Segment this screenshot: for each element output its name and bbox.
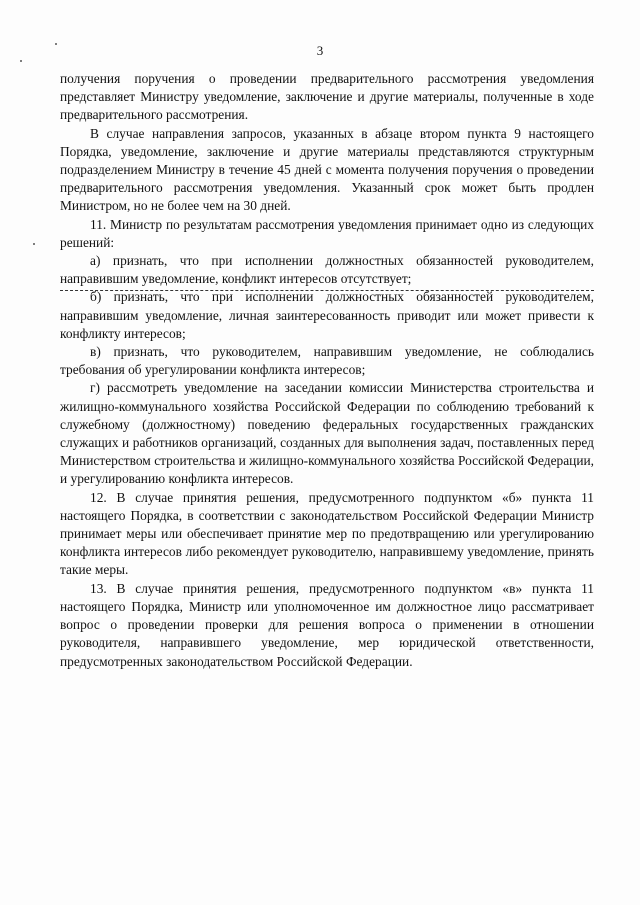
paragraph-item-11v: в) признать, что руководителем, направившим уведомление, не соблюдались требования об урегулировании конфликта интересов; xyxy=(60,344,594,378)
paragraph-item-11a: а) признать, что при исполнении должностных обязанностей руководителем, направившим уведомление, конфликт интересов отсутствует; xyxy=(60,253,594,287)
paragraph-requests: В случае направления запросов, указанных в абзаце втором пункта 9 настоящего Порядка, уведомление, заключение и другие материалы представляются структурным подразделением Министру в течение 45 дней с момента получения поручения о проведении предварительного рассмотрения уведомления. Указанный срок может быть продлен Министром, но не более чем на 30 дней. xyxy=(60,125,594,214)
page-number: 3 xyxy=(316,43,324,58)
paragraph-item-12: 12. В случае принятия решения, предусмотренного подпунктом «б» пункта 11 настоящего Порядка, в соответствии с законодательством Российской Федерации Министр принимает меры или обеспечивает принятие мер по предотвращению или урегулированию конфликта интересов либо рекомендует руководителю, направившему уведомление, принять такие меры. xyxy=(60,489,594,578)
paragraph-continuation: получения поручения о проведении предварительного рассмотрения уведомления представляет Министру уведомление, заключение и другие материалы, полученные в ходе предварительного рассмотрения. xyxy=(60,71,594,123)
scan-speck xyxy=(20,60,22,62)
document-body xyxy=(60,70,594,671)
scan-speck xyxy=(33,243,35,245)
paragraph-item-11b: б) признать, что при исполнении должностных обязанностей руководителем, направившим уведомление, личная заинтересованность приводит или может привести к конфликту интересов; xyxy=(60,289,594,341)
paragraph-item-11: 11. Министр по результатам рассмотрения уведомления принимает одно из следующих решений: xyxy=(60,216,594,250)
paragraph-item-11g: г) рассмотреть уведомление на заседании комиссии Министерства строительства и жилищно-коммунального хозяйства Российской Федерации по соблюдению требований к служебному (должностному) поведению федеральных государственных гражданских служащих и работников организаций, созданных для выполнения задач, поставленных перед Министерством строительства и жилищно-коммунального хозяйства Российской Федерации, и урегулированию конфликта интересов. xyxy=(60,380,594,487)
paragraph-item-13: 13. В случае принятия решения, предусмотренного подпунктом «в» пункта 11 настоящего Порядка, Министр или уполномоченное им должностное лицо рассматривает вопрос о проведении проверки для решения вопроса о применении в отношении руководителя, направившего уведомление, мер юридической ответственности, предусмотренных законодательством Российской Федерации. xyxy=(60,580,594,669)
